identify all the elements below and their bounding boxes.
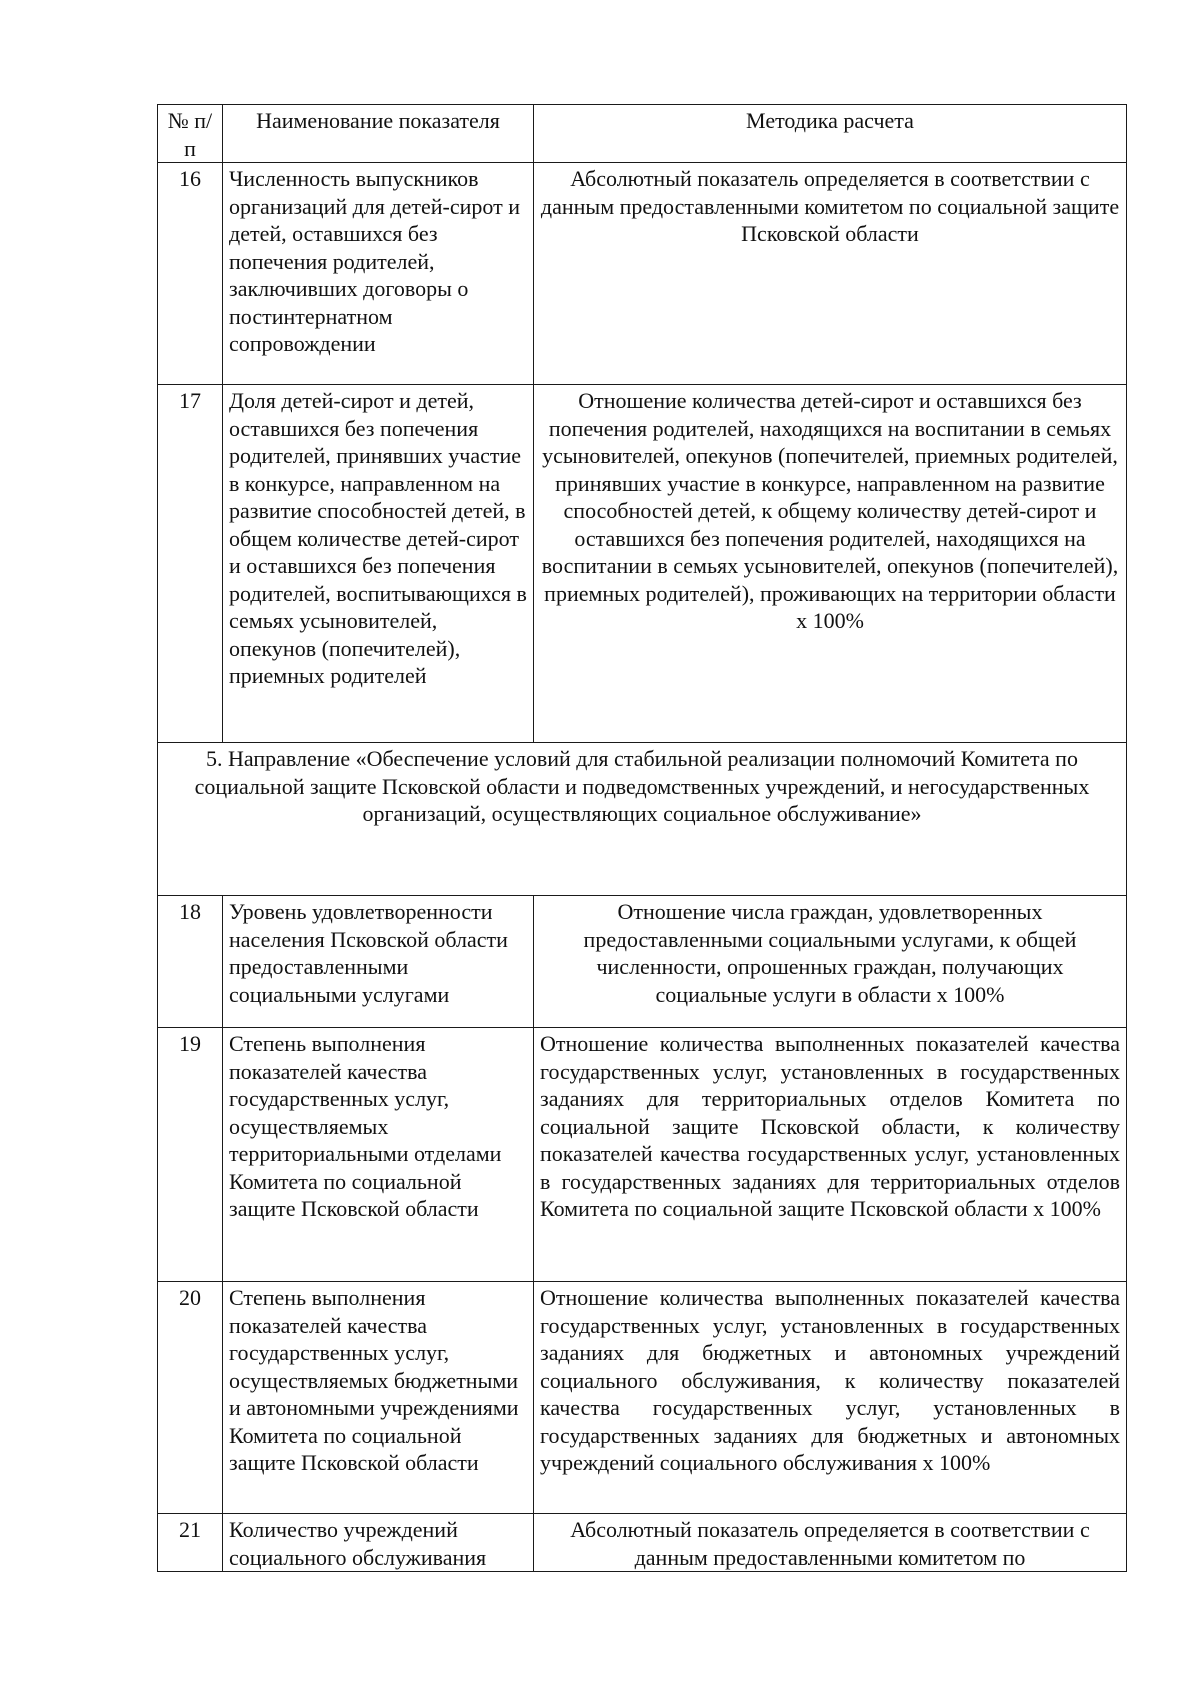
row-name: Степень выполнения показателей качества государственных услуг, осуществляемых бюджетными и автономными учреждениями Комитета по социальной защите Псковской области (223, 1282, 534, 1514)
row-method: Отношение количества выполненных показателей качества государственных услуг, установленных в государственных заданиях для территориальных отделов Комитета по социальной защите Псковской области, к количеству показателей качества государственных услуг, установленных в государственных заданиях для территориальных отделов Комитета по социальной защите Псковской области х 100% (534, 1028, 1127, 1282)
table-row (158, 163, 1127, 385)
section-heading-row (158, 743, 1127, 896)
row-method: Абсолютный показатель определяется в соответствии с данным предоставленными комитетом по социальной защите Псковской области (534, 163, 1127, 385)
row-num: 17 (158, 385, 223, 743)
table-row (158, 1514, 1127, 1572)
row-method: Отношение количества выполненных показателей качества государственных услуг, установленных в государственных заданиях для бюджетных и автономных учреждений социального обслуживания, к количеству показателей качества государственных услуг, установленных в государственных заданиях для бюджетных и автономных учреждений социального обслуживания х 100% (534, 1282, 1127, 1514)
table-row (158, 896, 1127, 1028)
table-row (158, 1028, 1127, 1282)
row-method: Отношение количества детей-сирот и оставшихся без попечения родителей, находящихся на воспитании в семьях усыновителей, опекунов (попечителей, приемных родителей, принявших участие в конкурсе, направленном на развитие способностей детей, к общему количеству детей-сирот и оставшихся без попечения родителей, находящихся на воспитании в семьях усыновителей, опекунов (попечителей), приемных родителей), проживающих на территории области х 100% (534, 385, 1127, 743)
row-num: 19 (158, 1028, 223, 1282)
row-name: Численность выпускников организаций для детей-сирот и детей, оставшихся без попечения родителей, заключивших договоры о постинтернатном сопровождении (223, 163, 534, 385)
indicators-table (157, 104, 1127, 1572)
row-name: Уровень удовлетворенности населения Псковской области предоставленными социальными услугами (223, 896, 534, 1028)
row-num: 18 (158, 896, 223, 1028)
row-num: 16 (158, 163, 223, 385)
header-name: Наименование показателя (223, 105, 534, 163)
row-name: Количество учреждений социального обслуживания (223, 1514, 534, 1572)
table-row (158, 385, 1127, 743)
table-header-row (158, 105, 1127, 163)
row-method: Абсолютный показатель определяется в соответствии с данным предоставленными комитетом по (534, 1514, 1127, 1572)
table-row (158, 1282, 1127, 1514)
row-name: Степень выполнения показателей качества государственных услуг, осуществляемых территориальными отделами Комитета по социальной защите Псковской области (223, 1028, 534, 1282)
row-method: Отношение числа граждан, удовлетворенных предоставленными социальными услугами, к общей численности, опрошенных граждан, получающих социальные услуги в области х 100% (534, 896, 1127, 1028)
row-num: 20 (158, 1282, 223, 1514)
row-name: Доля детей-сирот и детей, оставшихся без попечения родителей, принявших участие в конкурсе, направленном на развитие способностей детей, в общем количестве детей-сирот и оставшихся без попечения родителей, воспитывающихся в семьях усыновителей, опекунов (попечителей), приемных родителей (223, 385, 534, 743)
header-method: Методика расчета (534, 105, 1127, 163)
header-num: № п/п (158, 105, 223, 163)
row-num: 21 (158, 1514, 223, 1572)
section-5-heading: 5. Направление «Обеспечение условий для стабильной реализации полномочий Комитета по социальной защите Псковской области и подведомственных учреждений, и негосударственных организаций, осуществляющих социальное обслуживание» (158, 743, 1127, 896)
